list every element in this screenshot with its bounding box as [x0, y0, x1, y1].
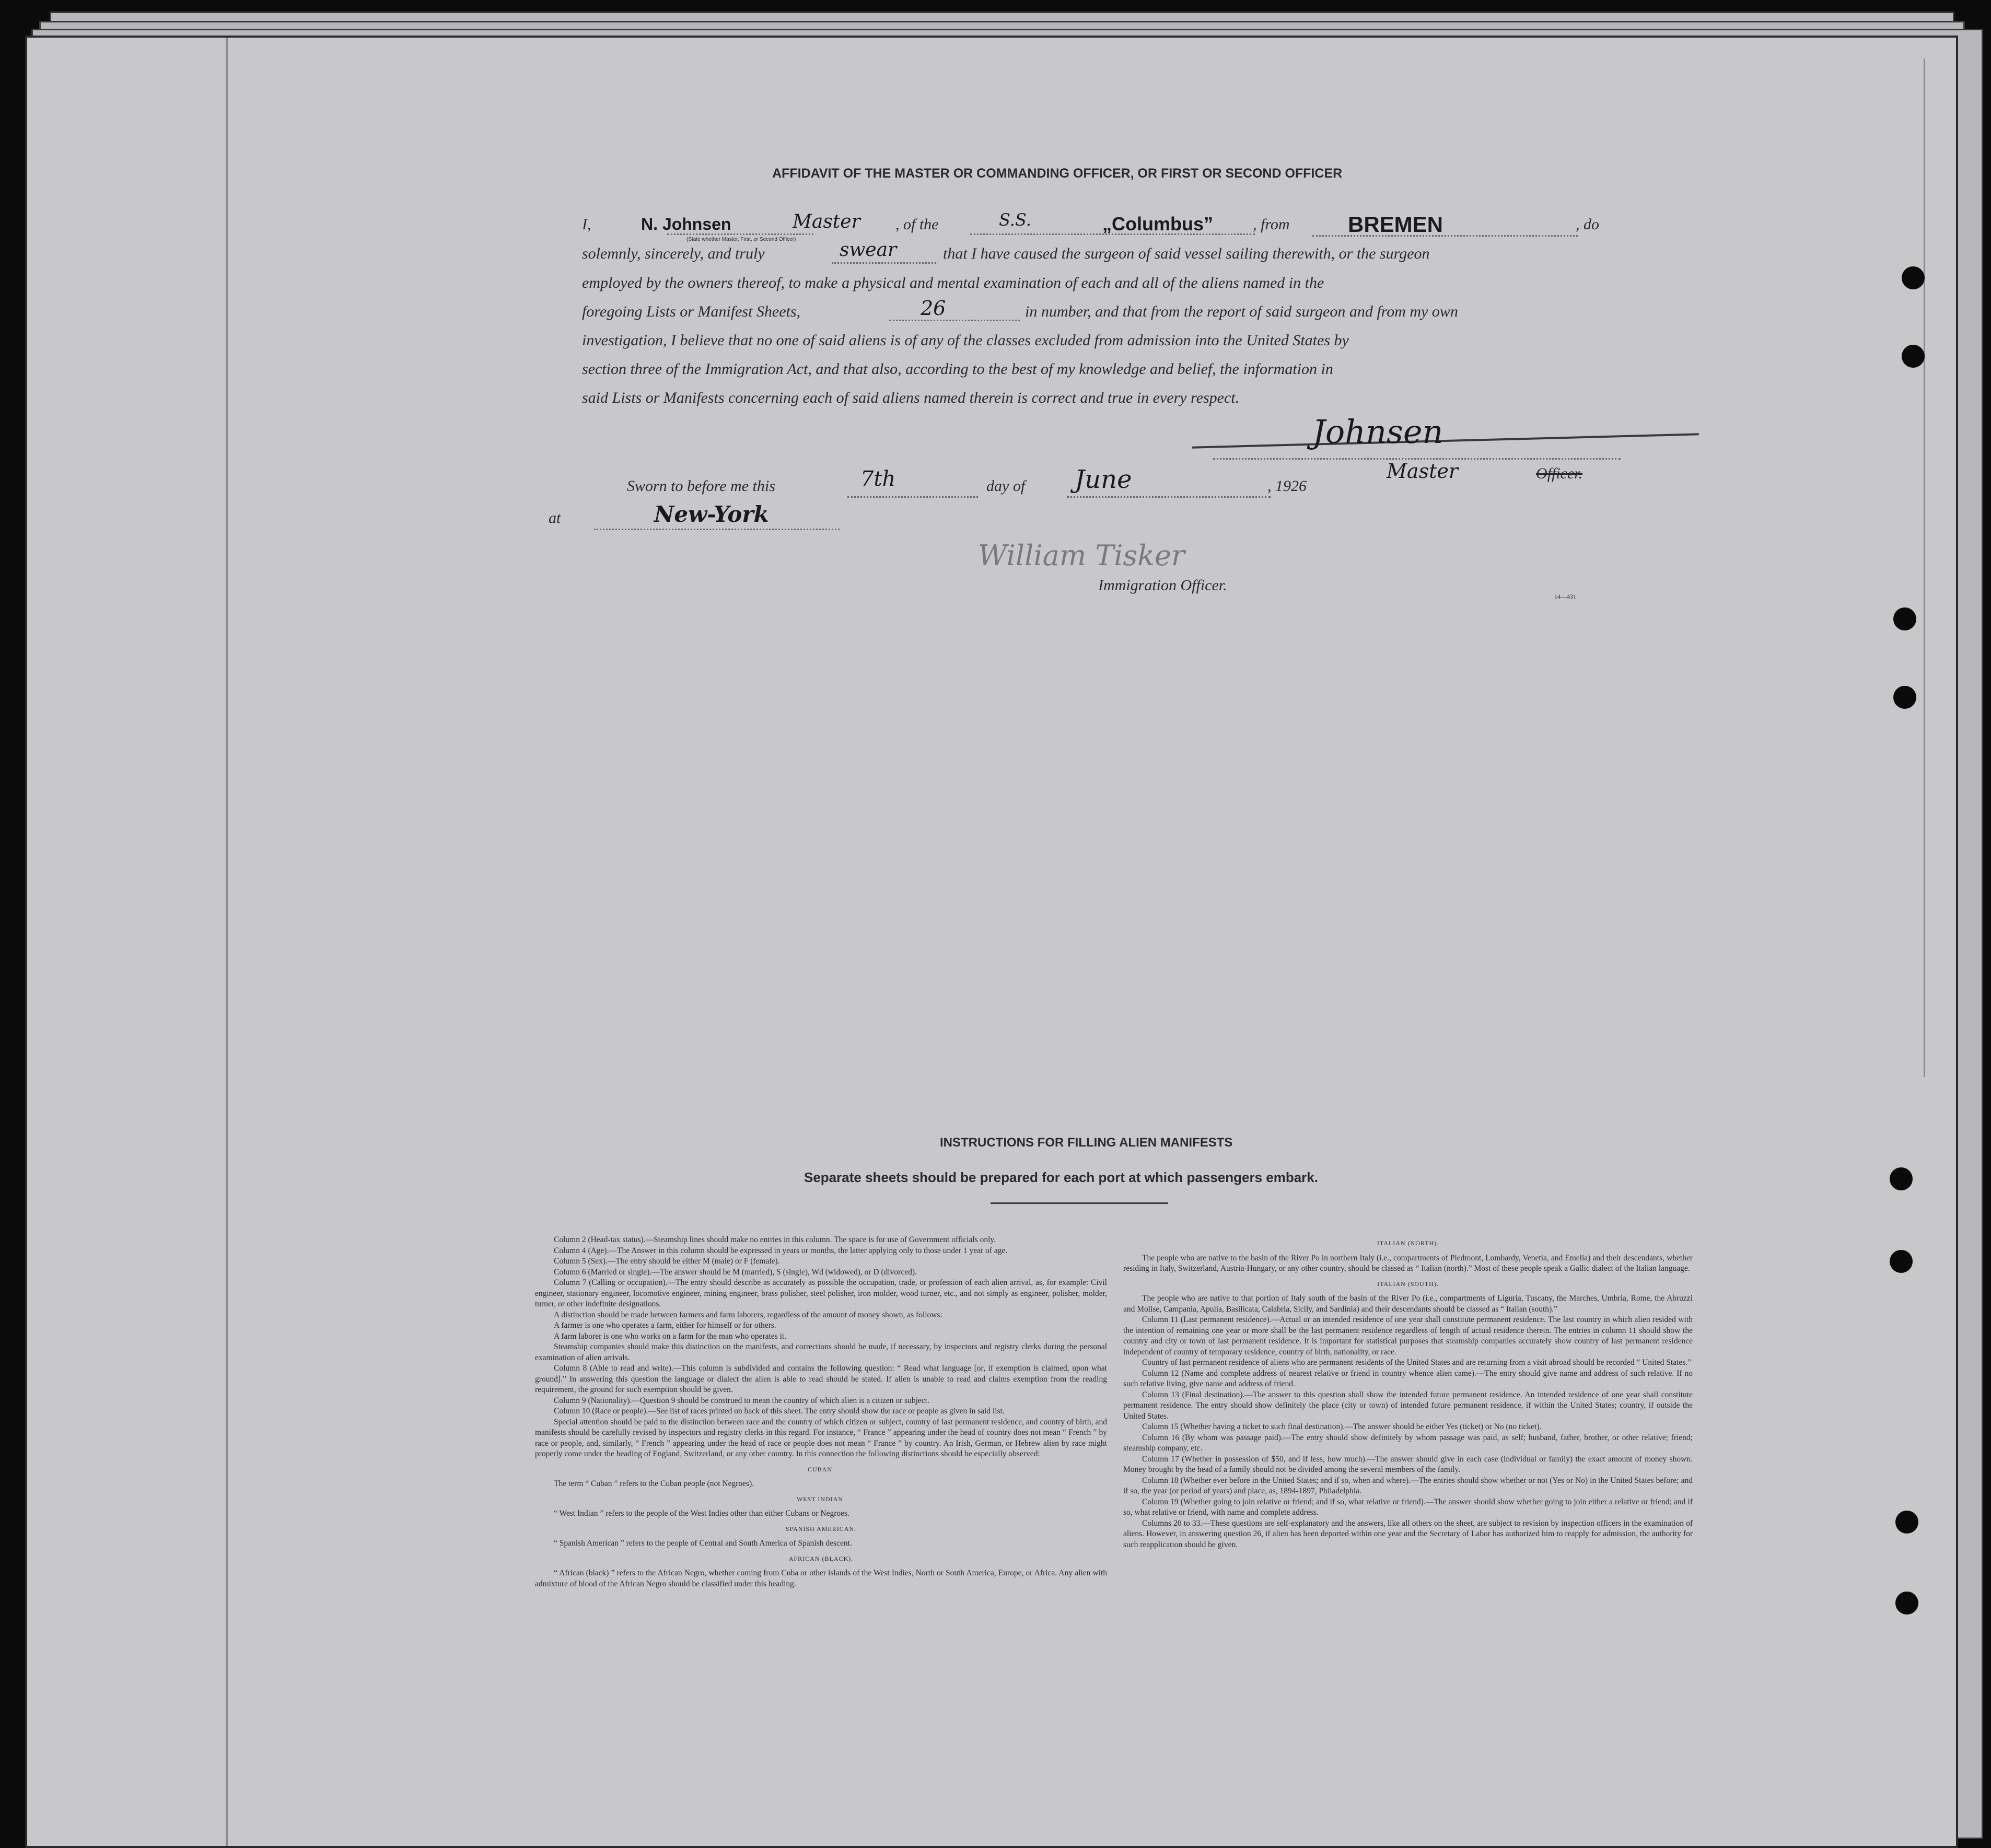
- punch-hole: [1902, 345, 1925, 368]
- instruction-paragraph: Column 6 (Married or single).—The answer should be M (married), S (single), Wd (widowed), or D (divorced).: [554, 1267, 917, 1277]
- signer-title: Master: [1387, 460, 1458, 483]
- sheet-count-line: [889, 320, 1020, 321]
- oath-word: swear: [840, 239, 897, 261]
- affidavit-line3: employed by the owners thereof, to make a physical and mental examination of each and all of the aliens named in the: [582, 274, 1324, 291]
- sworn-month: June: [1075, 465, 1132, 494]
- of-the-label: , of the: [895, 216, 939, 233]
- punch-hole: [1893, 607, 1916, 630]
- rank-hint: (State whether Master, First, or Second Officer): [686, 237, 796, 242]
- instruction-paragraph: Column 10 (Race or people).—See list of races printed on back of this sheet. The entry should show the race or people as given in said list.: [554, 1407, 1005, 1416]
- sworn-text: Sworn to before me this: [627, 477, 775, 495]
- instruction-paragraph: Column 18 (Whether ever before in the United States; and if so, when and where).—The entries should show whether or not (Yes or No) in the United States before; and if so, the year (or period of years) and place, as, 1894-1897, Philadelphia.: [1123, 1476, 1693, 1495]
- punch-hole: [1895, 1511, 1918, 1534]
- vessel-name: „Columbus”: [1102, 213, 1213, 235]
- affidavit-line4a: foregoing Lists or Manifest Sheets,: [582, 303, 801, 320]
- struck-officer: Officer.: [1536, 465, 1583, 482]
- instruction-paragraph: Column 12 (Name and complete address of nearest relative or friend in country whence alien came).—The entry should give name and address of such relative. If no such relative living, give name and address of friend.: [1123, 1369, 1693, 1388]
- affidavit-line2b: that I have caused the surgeon of said vessel sailing therewith, or the surgeon: [943, 245, 1430, 262]
- punch-hole: [1890, 1250, 1913, 1273]
- oath-line: [832, 262, 936, 264]
- instruction-paragraph: Column 16 (By whom was passage paid).—The entry should show definitely by whom passage was paid, as self; husband, father, brother, or other relative; friend; steamship company, etc.: [1123, 1433, 1693, 1453]
- place: New-York: [654, 501, 769, 527]
- right-edge-line: [1924, 59, 1925, 1077]
- punch-hole: [1902, 266, 1925, 289]
- instruction-paragraph: The people who are native to the basin of the River Po in northern Italy (i.e., compartments of Piedmont, Lombardy, Venetia, and Emelia) and their descendants, whether residing in Italy, Switzerland, Austria-Hungary, or any other country, should be classed as “ Italian (north).” Most of these people speak a Gallic dialect of the Italian language.: [1123, 1253, 1693, 1273]
- affidavit-line4b: in number, and that from the report of said surgeon and from my own: [1025, 303, 1458, 320]
- instruction-paragraph: Column 7 (Calling or occupation).—The entry should describe as accurately as possible the occupation, trade, or profession of each alien arrival, as, for example: Civil engineer, stationary engineer, locomotive engineer, mining engineer, brass polisher, steel polisher, iron molder, wood turner, etc., and not simply as engineer, polisher, molder, turner, or other indefinite designations.: [535, 1278, 1107, 1308]
- instruction-paragraph: “ West Indian ” refers to the people of the West Indies other than either Cubans or Negroes.: [554, 1509, 849, 1518]
- sworn-day-line: [847, 496, 978, 498]
- form-number: 14—431: [1554, 593, 1576, 600]
- instruction-paragraph: A farm laborer is one who works on a farm for the man who operates it.: [554, 1331, 787, 1341]
- sheet-count: 26: [921, 297, 946, 320]
- instruction-paragraph: Column 2 (Head-tax status).—Steamship lines should make no entries in this column. The space is for use of Government officials only.: [554, 1235, 996, 1244]
- officer-rank: Master: [793, 211, 860, 232]
- punch-hole: [1895, 1592, 1918, 1615]
- instructions-rule: [991, 1202, 1168, 1204]
- sworn-day: 7th: [860, 467, 896, 491]
- affidavit-line6: section three of the Immigration Act, and that also, according to the best of my knowledge and belief, the information in: [582, 360, 1333, 378]
- instruction-paragraph: Column 15 (Whether having a ticket to such final destination).—The answer should be either Yes (ticket) or No (no ticket).: [1142, 1422, 1542, 1431]
- instruction-paragraph: Column 13 (Final destination).—The answer to this question shall show the intended future permanent residence. An intended residence of one year shall constitute permanent residence. The entry should show definitely the place (city or town) of intended future permanent residence, if within the United States; country, if outside the United States.: [1123, 1390, 1693, 1421]
- instructions-right-column: [1123, 1234, 1693, 1550]
- instruction-paragraph: A farmer is one who operates a farm, either for himself or for others.: [554, 1321, 776, 1330]
- manifest-page: [25, 36, 1958, 1848]
- section-heading: SPANISH AMERICAN.: [785, 1525, 857, 1533]
- instruction-paragraph: A distinction should be made between farmers and farm laborers, regardless of the amount of money shown, as follows:: [554, 1310, 942, 1319]
- instruction-paragraph: Column 11 (Last permanent residence).—Actual or an intended residence of one year shall constitute permanent residence. The last country in which alien resided with the intention of remaining one year or more shall be the last permanent residence regardless of length of actual residence therein. The entries in column 11 should show the country and city or town of last permanent residence. It is important for statistical purposes that steamship companies accurately show country of last permanent residence independent of country of temporary residence, country of birth, nationality, or race.: [1123, 1315, 1693, 1356]
- vessel-line: [970, 233, 1255, 235]
- from-label: , from: [1253, 216, 1290, 233]
- signature-flourish: [1192, 433, 1699, 453]
- instruction-paragraph: Column 19 (Whether going to join relative or friend; and if so, what relative or friend).—The answer should show whether going to join either a relative or friend; and if so, what relative or friend, with name and complete address.: [1123, 1497, 1693, 1517]
- margin-fold-line: [226, 38, 228, 1846]
- affidavit-line2a: solemnly, sincerely, and truly: [582, 245, 765, 262]
- section-heading: ITALIAN (NORTH).: [1377, 1239, 1439, 1247]
- instruction-paragraph: Columns 20 to 33.—These questions are self-explanatory and the answers, like all others on the sheet, are subject to revision by inspection officers in the examination of aliens. However, in answering question 26, if alien has been deported within one year and the Secretary of Labor has authorized him to reapply for admission, the authority for such reapplication should be given.: [1123, 1518, 1693, 1549]
- port-line: [1312, 235, 1578, 237]
- instruction-paragraph: Steamship companies should make this distinction on the manifests, and corrections should be made, if necessary, by inspectors and registry clerks during the personal examination of alien arrivals.: [535, 1342, 1107, 1362]
- affidavit-line7: said Lists or Manifests concerning each of said aliens named therein is correct and true in every respect.: [582, 389, 1240, 406]
- master-signature: Johnsen: [1312, 413, 1443, 451]
- instruction-paragraph: “ Spanish American ” refers to the people of Central and South America of Spanish descent.: [554, 1539, 852, 1548]
- place-line: [594, 529, 840, 530]
- do-label: , do: [1576, 216, 1599, 233]
- instruction-paragraph: Column 9 (Nationality).—Question 9 should be construed to mean the country of which alien is a citizen or subject.: [554, 1396, 929, 1405]
- section-heading: AFRICAN (BLACK).: [788, 1554, 854, 1562]
- instruction-paragraph: Column 17 (Whether in possession of $50, and if less, how much).—The answer should give in each case (individual or family) the exact amount of money shown. Money brought by the head of a family should not be divided among the several members of the family.: [1123, 1454, 1693, 1474]
- sworn-month-line: [1067, 496, 1271, 498]
- instructions-subtitle: Separate sheets should be prepared for each port at which passengers embark.: [804, 1169, 1318, 1185]
- at-label: at: [549, 509, 561, 527]
- vessel-prefix: S.S.: [999, 210, 1031, 230]
- section-heading: WEST INDIAN.: [796, 1495, 846, 1503]
- instruction-paragraph: Column 5 (Sex).—The entry should be either M (male) or F (female).: [554, 1257, 780, 1266]
- affidavit-line5: investigation, I believe that no one of said aliens is of any of the classes excluded from admission into the United States by: [582, 332, 1349, 349]
- year-label: , 1926: [1267, 477, 1307, 495]
- instructions-left-column: [535, 1235, 1107, 1589]
- port-name: BREMEN: [1348, 212, 1443, 237]
- affidavit-title: AFFIDAVIT OF THE MASTER OR COMMANDING OFFICER, OR FIRST OR SECOND OFFICER: [772, 166, 1343, 181]
- instruction-paragraph: Column 4 (Age).—The Answer in this column should be expressed in years or months, the latter applying only to those under 1 year of age.: [554, 1246, 1008, 1255]
- instruction-paragraph: Column 8 (Able to read and write).—This column is subdivided and contains the following question: “ Read what language [or, if exemption is claimed, upon what ground].” In answering this question the language or dialect the alien is able to read should be stated. If alien is unable to read and claims exemption from the reading requirement, the ground for such exemption should be given.: [535, 1364, 1107, 1394]
- instruction-paragraph: Special attention should be paid to the distinction between race and the country of which citizen or subject, country of last permanent residence, and country of birth, and manifests should be carefully revised by inspectors and registry clerks in this regard. For instance, “ France ” appearing under the head of country does not mean “ French ” by race or people, and, similarly, “ French ” appearing under the head of race or people does not mean “ France ” by country. An Irish, German, or Hebrew alien by race might properly come under the heading of England, Switzerland, or any other country. In this connection the following distinctions should be especially observed:: [535, 1417, 1107, 1458]
- section-heading: ITALIAN (SOUTH).: [1377, 1280, 1439, 1288]
- punch-hole: [1893, 686, 1916, 709]
- officer-title: Immigration Officer.: [1098, 577, 1227, 594]
- day-of-label: day of: [986, 477, 1026, 495]
- punch-hole: [1890, 1167, 1913, 1190]
- instruction-paragraph: Country of last permanent residence of aliens who are permanent residents of the United States and are returning from a visit abroad should be recorded “ United States.”: [1142, 1358, 1692, 1367]
- instruction-paragraph: The term “ Cuban ” refers to the Cuban people (not Negroes).: [554, 1479, 754, 1488]
- instructions-title: INSTRUCTIONS FOR FILLING ALIEN MANIFESTS: [940, 1136, 1233, 1150]
- officer-name: N. Johnsen: [641, 215, 731, 233]
- section-heading: CUBAN.: [807, 1465, 834, 1473]
- officer-signature: William Tisker: [978, 539, 1185, 572]
- instruction-paragraph: The people who are native to that portion of Italy south of the basin of the River Po (i.e., compartments of Liguria, Tuscany, the Marches, Umbria, Rome, the Abruzzi and Molise, Campania, Apulia, Basilicata, Calabria, Sicily, and Sardinia) and their descendants should be classed as “ Italian (south).”: [1123, 1294, 1693, 1314]
- affidavit-i: I,: [582, 216, 591, 233]
- officer-name-line: [667, 233, 813, 235]
- instruction-paragraph: “ African (black) ” refers to the African Negro, whether coming from Cuba or other islands of the West Indies, North or South America, Europe, or Africa. Any alien with admixture of blood of the African Negro should be classified under this heading.: [535, 1569, 1107, 1588]
